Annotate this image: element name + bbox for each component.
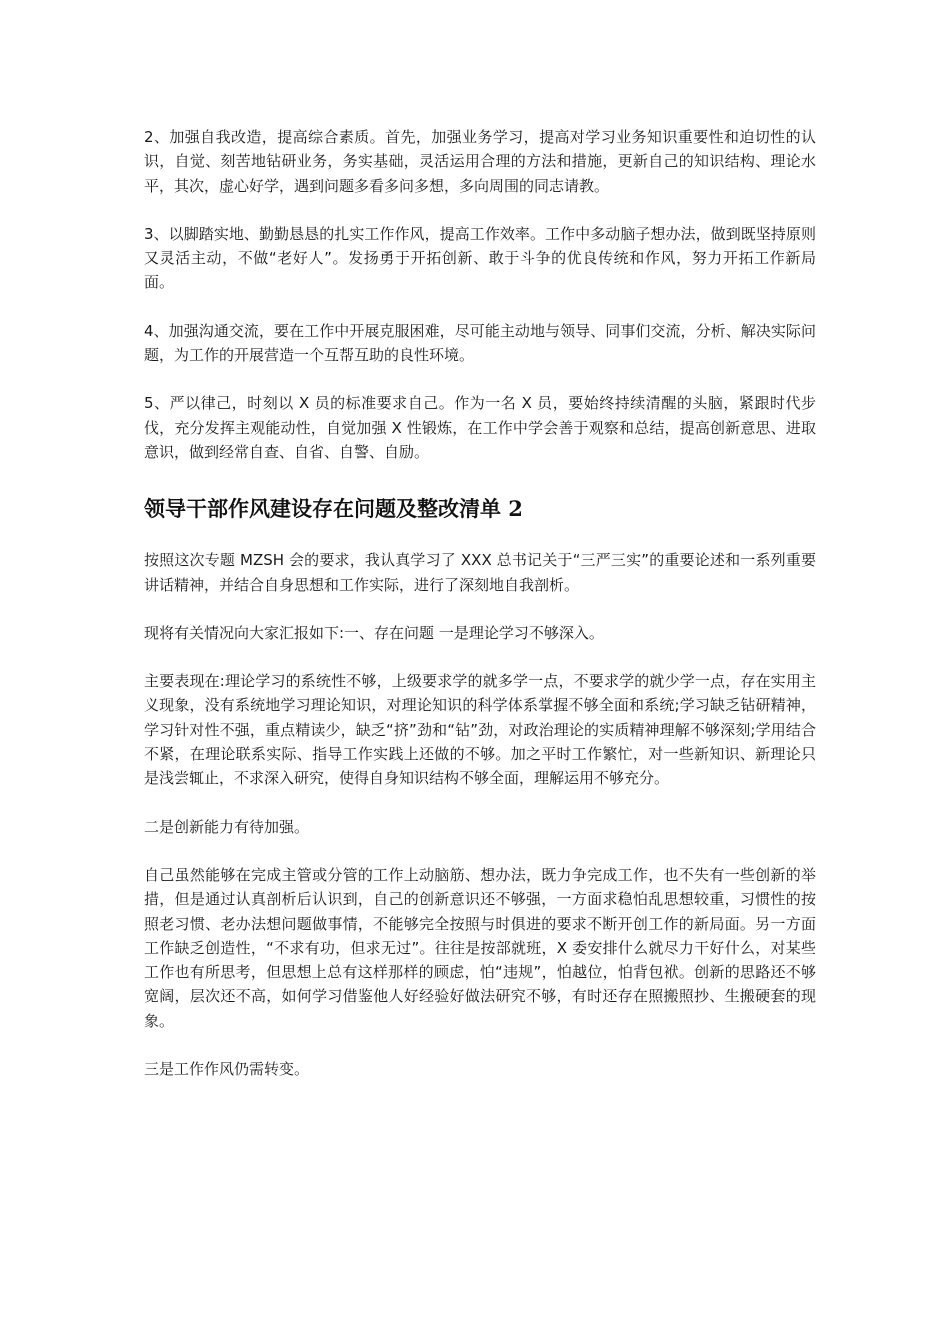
paragraph-item-4: 4、加强沟通交流，要在工作中开展克服困难，尽可能主动地与领导、同事们交流，分析、解决实际问题，为工作的开展营造一个互帮互助的良性环境。 (144, 321, 816, 365)
work-style-heading-paragraph: 三是工作作风仍需转变。 (144, 1060, 310, 1079)
paragraph-item-2: 2、加强自我改造，提高综合素质。首先，加强业务学习，提高对学习业务知识重要性和迫切性的认识，自觉、刻苦地钻研业务，务实基础，灵活运用合理的方法和措施，更新自己的知识结构、理论水平，其次，虚心好学，遇到问题多看多问多想，多向周围的同志请教。 (144, 128, 816, 195)
paragraph-item-5: 5、严以律己，时刻以 X 员的标准要求自己。作为一名 X 员，要始终持续清醒的头脑，紧跟时代步伐，充分发挥主观能动性，自觉加强 X 性锻炼，在工作中学会善于观察和总结，提高创新意思、进取意识，做到经常自查、自省、自警、自励。 (144, 394, 816, 461)
innovation-detail-paragraph: 自己虽然能够在完成主管或分管的工作上动脑筋、想办法，既力争完成工作，也不失有一些创新的举措，但是通过认真剖析后认识到，自己的创新意识还不够强，一方面求稳怕乱思想较重，习惯性的按照老习惯、老办法想问题做事情，不能够完全按照与时俱进的要求不断开创工作的新局面。另一方面工作缺乏创造性，“不求有功，但求无过”。往往是按部就班，X 委安排什么就尽力干好什么，对某些工作也有所思考，但思想上总有这样那样的顾虑，怕“违规”，怕越位，怕背包袱。创新的思路还不够宽阔，层次还不高，如何学习借鉴他人好经验好做法研究不够，有时还存在照搬照抄、生搬硬套的现象。 (144, 865, 816, 1030)
paragraph-item-3: 3、以脚踏实地、勤勤恳恳的扎实工作作风，提高工作效率。工作中多动脑子想办法，做到既坚持原则又灵活主动，不做“老好人”。发扬勇于开拓创新、敢于斗争的优良传统和作风，努力开拓工作新局面。 (144, 224, 816, 292)
innovation-heading-paragraph: 二是创新能力有待加强。 (144, 817, 310, 836)
document-body (144, 125, 816, 1105)
section-heading: 领导干部作风建设存在问题及整改清单 2 (144, 496, 523, 522)
report-lead-paragraph: 现将有关情况向大家汇报如下:一、存在问题 一是理论学习不够深入。 (144, 623, 604, 642)
theory-study-paragraph: 主要表现在:理论学习的系统性不够，上级要求学的就多学一点，不要求学的就少学一点，存在实用主义现象，没有系统地学习理论知识，对理论知识的科学体系掌握不够全面和系统;学习缺乏钻研精神，学习针对性不强，重点精读少，缺乏“挤”劲和“钻”劲，对政治理论的实质精神理解不够深刻;学用结合不紧，在理论联系实际、指导工作实践上还做的不够。加之平时工作繁忙，对一些新知识、新理论只是浅尝辄止，不求深入研究，使得自身知识结构不够全面，理解运用不够充分。 (144, 672, 816, 788)
intro-paragraph: 按照这次专题 MZSH 会的要求，我认真学习了 XXX 总书记关于“三严三实”的重要论述和一系列重要讲话精神，并结合自身思想和工作实际，进行了深刻地自我剖析。 (144, 551, 816, 594)
